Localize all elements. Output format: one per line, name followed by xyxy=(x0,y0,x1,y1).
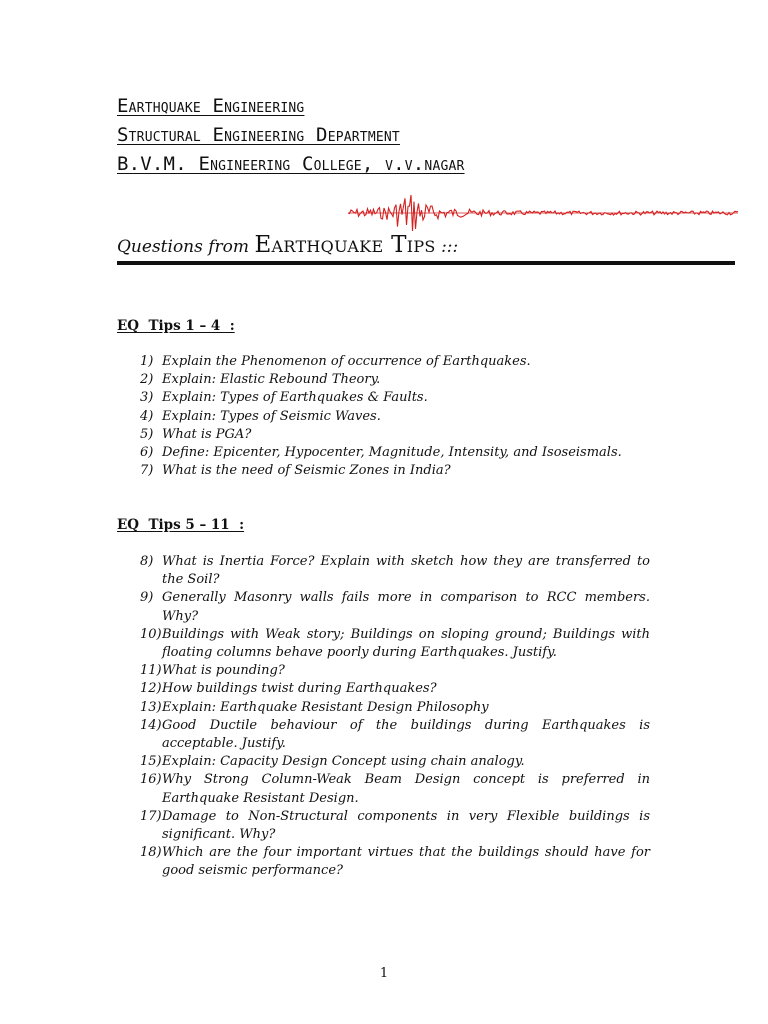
question-item xyxy=(140,589,650,625)
question-item xyxy=(140,462,650,480)
question-number: 4) xyxy=(140,408,154,424)
question-number: 7) xyxy=(140,463,154,479)
question-number: 14) xyxy=(140,717,162,733)
questions-title-suffix: ::: xyxy=(435,237,459,257)
question-text: What is the need of Seismic Zones in India? xyxy=(162,463,451,479)
header-college: B.V.M. Engineering College, v.v.nagar xyxy=(117,153,465,175)
question-number: 9) xyxy=(140,590,154,606)
question-text: Damage to Non-Structural components in very Flexible buildings is significant. Why? xyxy=(162,808,650,843)
questions-title xyxy=(117,232,458,258)
question-item xyxy=(140,353,650,371)
question-number: 15) xyxy=(140,754,162,770)
question-item xyxy=(140,844,650,880)
question-text: Why Strong Column-Weak Beam Design concept is preferred in Earthquake Resistant Design. xyxy=(162,772,650,806)
document-header xyxy=(117,92,577,179)
question-number: 17) xyxy=(140,808,162,824)
question-number: 10) xyxy=(140,626,162,642)
section-1-heading xyxy=(117,318,235,334)
header-course-title: Earthquake Engineering xyxy=(117,95,305,117)
question-item xyxy=(140,680,650,698)
question-number: 6) xyxy=(140,445,154,461)
question-number: 13) xyxy=(140,699,162,715)
question-item xyxy=(140,771,650,807)
question-text: Good Ductile behaviour of the buildings during Earthquakes is acceptable. Justify. xyxy=(162,717,650,752)
questions-title-main: Earthquake Tips xyxy=(254,232,436,258)
section-2-heading xyxy=(117,517,244,533)
question-text: How buildings twist during Earthquakes? xyxy=(162,681,437,697)
question-text: Explain the Phenomenon of occurrence of Earthquakes. xyxy=(162,354,531,369)
question-text: Generally Masonry walls fails more in comparison to RCC members. Why? xyxy=(162,590,650,624)
question-text: What is PGA? xyxy=(162,426,252,442)
question-item xyxy=(140,389,650,407)
question-text: What is Inertia Force? Explain with sketch how they are transferred to the Soil? xyxy=(162,554,650,588)
question-item xyxy=(140,626,650,662)
question-item xyxy=(140,408,650,426)
question-number: 2) xyxy=(140,372,154,388)
question-text: Buildings with Weak story; Buildings on sloping ground; Buildings with floating columns behave poorly during Earthquakes. Justify. xyxy=(162,626,650,661)
section-2-questions xyxy=(140,553,650,881)
page-number: 1 xyxy=(379,966,389,981)
question-item xyxy=(140,808,650,844)
question-text: Define: Epicenter, Hypocenter, Magnitude, Intensity, and Isoseismals. xyxy=(162,445,622,461)
questions-title-prefix: Questions from xyxy=(117,237,255,257)
question-text: Explain: Earthquake Resistant Design Philosophy xyxy=(162,699,489,715)
title-rule xyxy=(117,261,735,265)
question-number: 16) xyxy=(140,772,162,788)
question-item xyxy=(140,717,650,753)
question-text: Which are the four important virtues that the buildings should have for good seismic performance? xyxy=(162,845,650,879)
question-number: 8) xyxy=(140,554,154,569)
question-item xyxy=(140,426,650,444)
question-item xyxy=(140,553,650,589)
question-item xyxy=(140,371,650,389)
header-department: Structural Engineering Department xyxy=(117,124,400,146)
section-1-questions xyxy=(140,353,650,480)
question-number: 3) xyxy=(140,390,154,406)
question-text: Explain: Elastic Rebound Theory. xyxy=(162,372,381,388)
question-text: Explain: Types of Earthquakes & Faults. xyxy=(162,390,428,406)
question-number: 12) xyxy=(140,681,162,697)
question-text: What is pounding? xyxy=(162,663,285,679)
question-number: 18) xyxy=(140,845,162,861)
question-item xyxy=(140,753,650,771)
section-title: EQ Tips 5 – 11 : xyxy=(117,517,245,533)
seismogram-wave-icon xyxy=(348,194,738,232)
question-number: 11) xyxy=(140,663,162,679)
question-number: 5) xyxy=(140,426,154,442)
question-item xyxy=(140,662,650,680)
question-item xyxy=(140,699,650,717)
section-title: EQ Tips 1 – 4 : xyxy=(117,318,235,334)
question-item xyxy=(140,444,650,462)
question-number: 1) xyxy=(140,354,154,369)
question-text: Explain: Types of Seismic Waves. xyxy=(162,408,381,424)
question-text: Explain: Capacity Design Concept using chain analogy. xyxy=(162,754,525,770)
